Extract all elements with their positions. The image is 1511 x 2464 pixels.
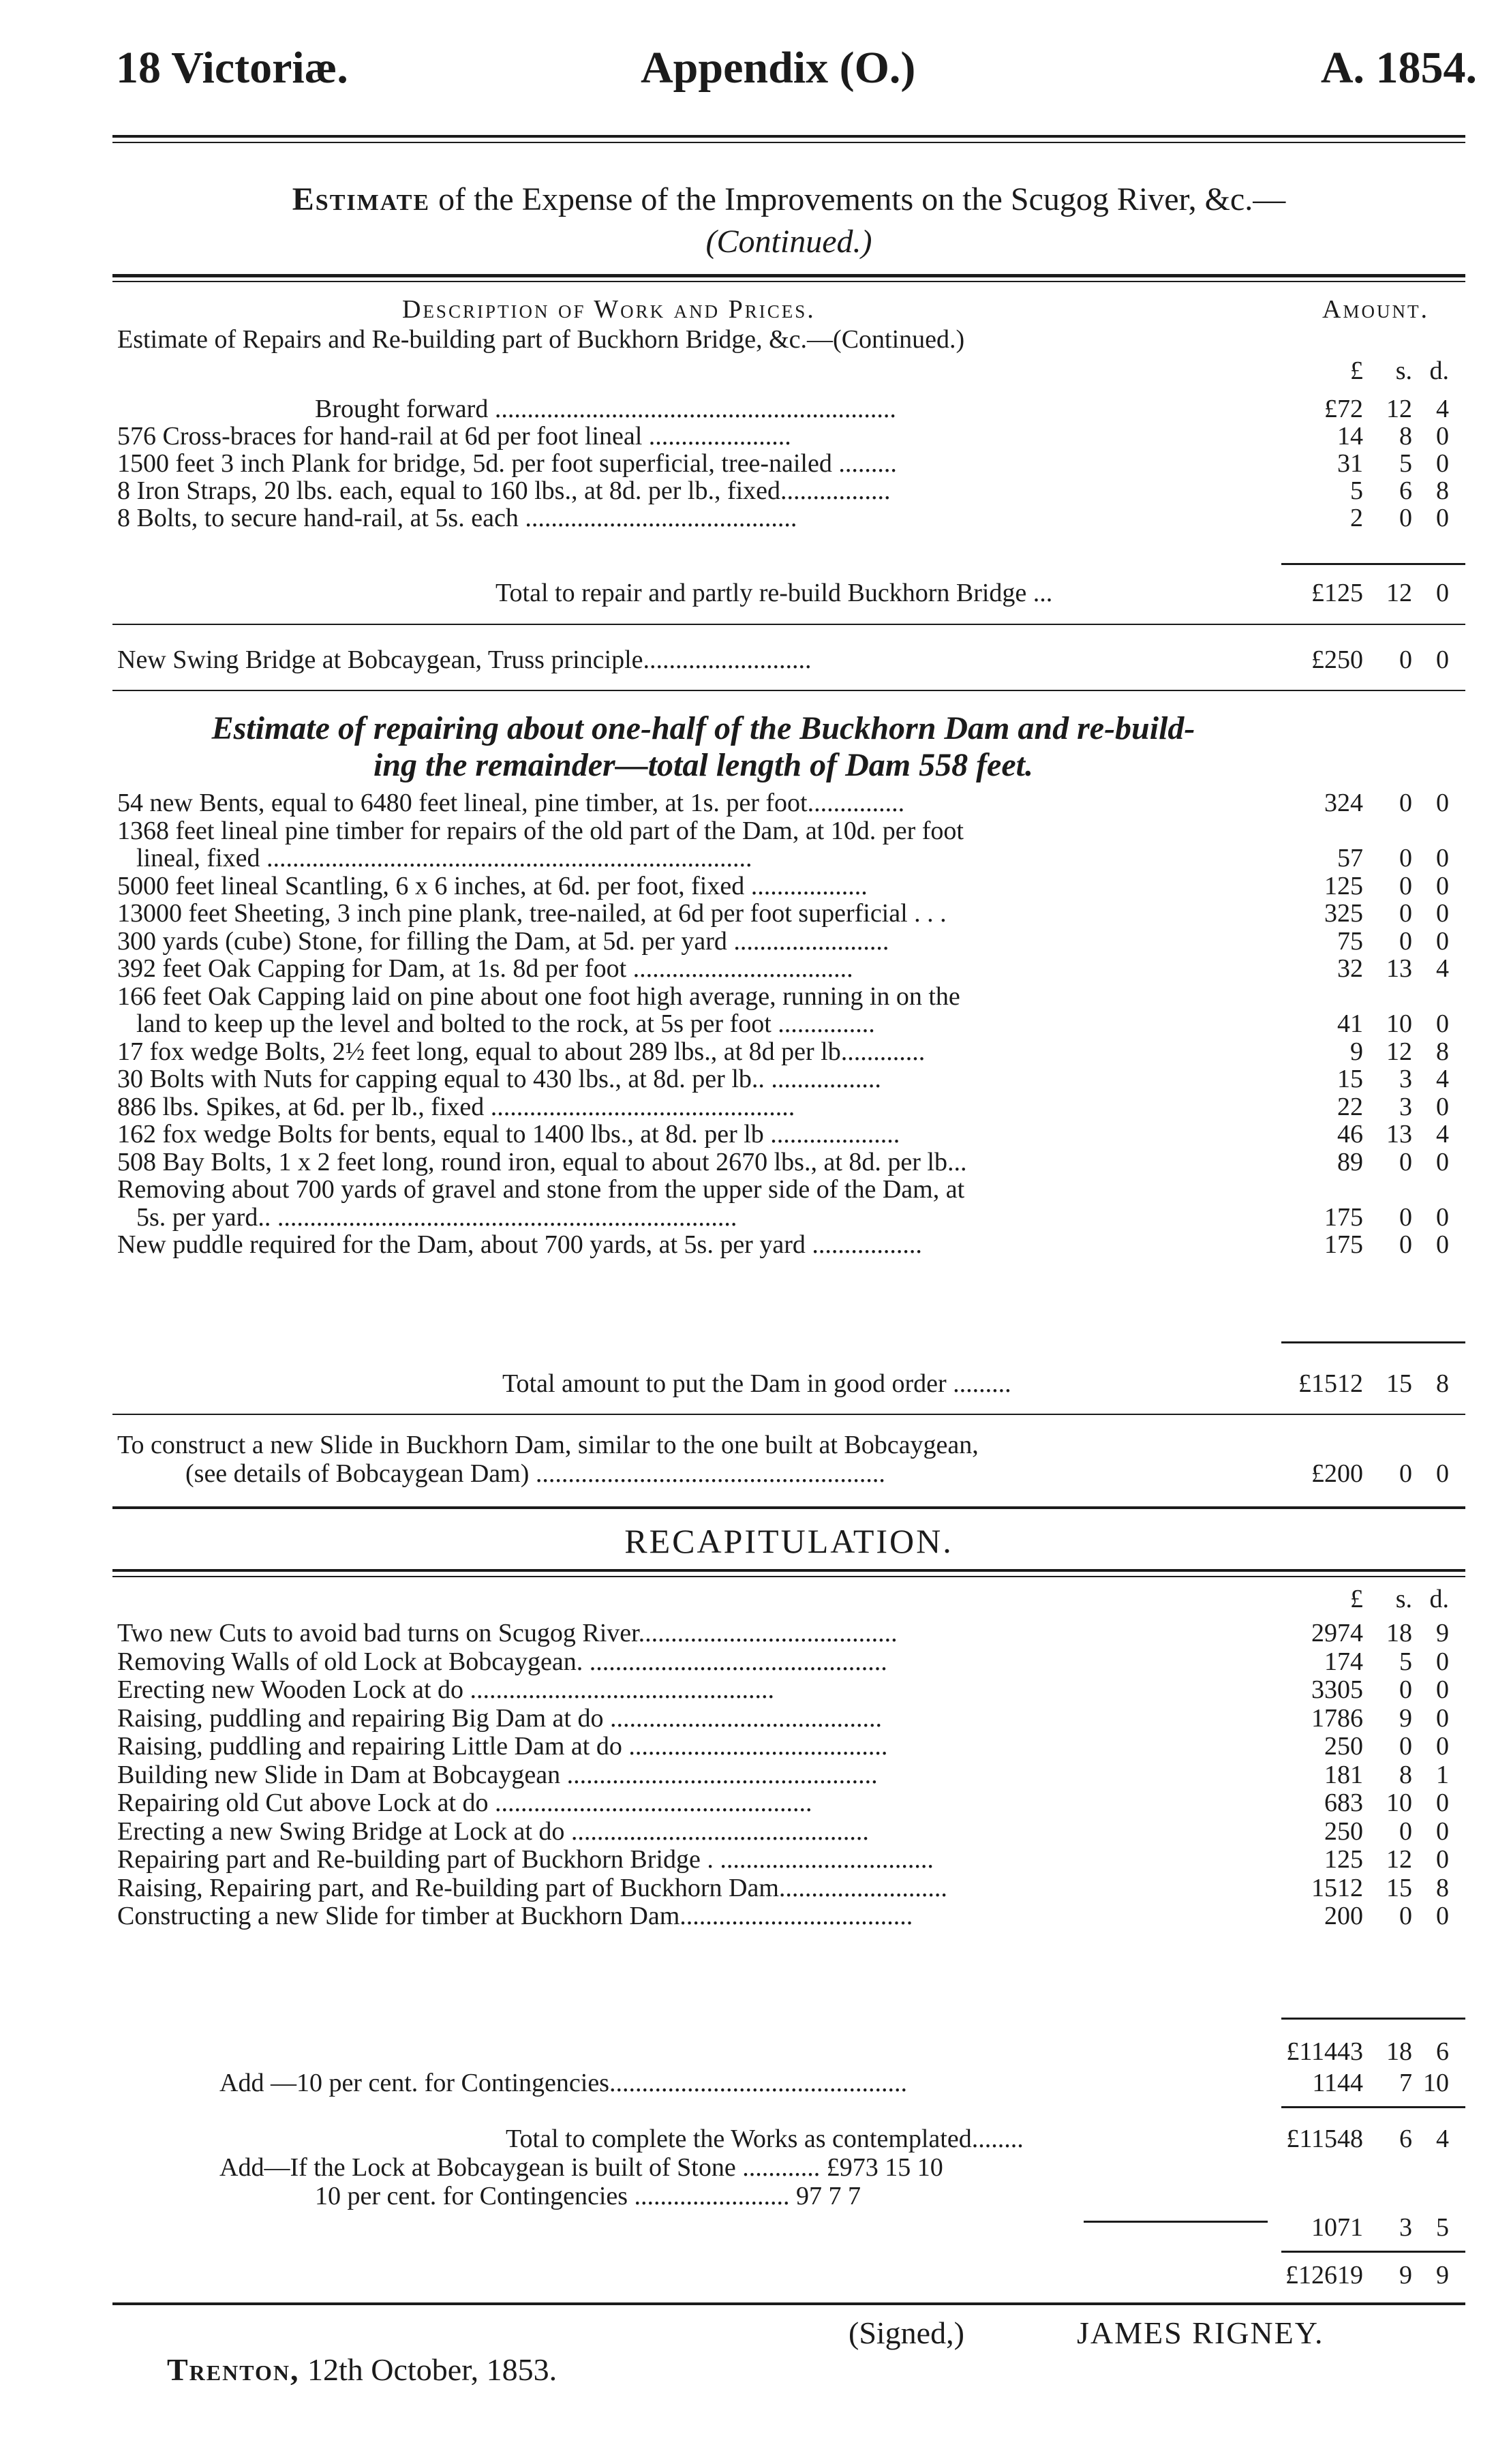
recap-row-pounds: 683 <box>1324 1789 1363 1817</box>
recap-row-shillings: 0 <box>1399 1816 1412 1846</box>
section2-row-pounds: 32 <box>1337 954 1363 983</box>
recap-row-description: Constructing a new Slide for timber at Buckhorn Dam.................................... <box>117 1902 913 1930</box>
section2-row-description: 13000 feet Sheeting, 3 inch pine plank, tree-nailed, at 6d per foot superficial . . . <box>117 899 947 928</box>
page-title <box>112 179 1465 221</box>
section2-row-description: 300 yards (cube) Stone, for filling the Dam, at 5d. per yard ........................ <box>117 926 889 956</box>
section2-row-description: New puddle required for the Dam, about 700 yards, at 5s. per yard ................. <box>117 1230 922 1259</box>
recap-row-pence: 0 <box>1436 1675 1449 1704</box>
header-session: 18 Victoriæ. <box>116 43 348 93</box>
section2-heading-line2: ing the remainder—total length of Dam 558 feet. <box>373 747 1033 783</box>
recap-stone-rule <box>1084 2221 1268 2223</box>
recap-row-pence: 0 <box>1436 1732 1449 1761</box>
title-rule <box>112 274 1465 277</box>
recap-row-description: Building new Slide in Dam at Bobcaygean ................................................ <box>117 1760 878 1789</box>
header-year: A. 1854. <box>1320 43 1477 93</box>
recap-row-description: Raising, puddling and repairing Big Dam at do .......................................... <box>117 1703 882 1733</box>
section2-row-pounds: 175 <box>1324 1230 1363 1259</box>
section1-row-pounds: 5 <box>1350 476 1363 505</box>
section2-row-description: 17 fox wedge Bolts, 2½ feet long, equal to about 289 lbs., at 8d per lb............. <box>117 1037 926 1066</box>
section2-row-pence: 0 <box>1436 844 1449 872</box>
section2-row-description: 5s. per yard.. ....................................................................... <box>136 1202 737 1232</box>
section1-row-description: 1500 feet 3 inch Plank for bridge, 5d. per foot superficial, tree-nailed ......... <box>117 449 897 478</box>
section2-row-shillings: 13 <box>1386 1120 1412 1149</box>
section2-row-shillings: 0 <box>1399 871 1412 900</box>
section2-row-shillings: 0 <box>1399 1230 1412 1259</box>
section2-sum-rule <box>1281 1341 1465 1343</box>
recap-row-pence: 0 <box>1436 1789 1449 1817</box>
recap-row-shillings: 12 <box>1386 1845 1412 1874</box>
section2-row-pounds: 57 <box>1337 844 1363 872</box>
recap-rule-top <box>112 1506 1465 1509</box>
recap-row-pence: 0 <box>1436 1816 1449 1846</box>
section2-row-description: 508 Bay Bolts, 1 x 2 feet long, round iron, equal to about 2670 lbs., at 8d. per lb... <box>117 1147 967 1176</box>
recap-row-pence: 0 <box>1436 1703 1449 1733</box>
recap-title: RECAPITULATION. <box>624 1522 953 1560</box>
recap-row-shillings: 0 <box>1399 1675 1412 1704</box>
section2-row-pence: 4 <box>1436 954 1449 983</box>
recap-rule-thin <box>112 1576 1465 1577</box>
title-rest: of the Expense of the Improvements on the Scugog River, &c.— <box>438 181 1286 217</box>
swing-bridge-divider <box>112 690 1465 691</box>
title-rule-thin <box>112 281 1465 282</box>
section2-row-description: lineal, fixed ........................................................................... <box>136 844 752 872</box>
section2-row-shillings: 0 <box>1399 844 1412 872</box>
section2-row-pence: 0 <box>1436 926 1449 956</box>
recap-row-description: Repairing part and Re-building part of Buckhorn Bridge . ................................. <box>117 1845 934 1874</box>
document-page: 18 Victoriæ. Appendix (O.) A. 1854. Estimate of the Expense of the Improvements on the Scugog River, &c.— (Continued.) Description of Work and Prices. Amount. Estimate of Repairs and Re-building part of Buckhorn Bridge, &c.—(Continued.) £ s. d. Brought forward .............................................................. £72 12 4 576 Cross-braces for hand-rail at 6d per foot lineal ...................... 14 8 0 1500 feet 3 inch Plank for bridge, 5d. per foot superficial, tree-nailed ......... 31 5 0 8 Iron Straps, 20 lbs. each, equal to 160 lbs., at 8d. per lb., fixed................. 5 6 8 8 Bolts, to secure hand-rail, at 5s. each .......................................... 2 0 0 Total to repair and partly re-build Buckhorn Bridge ... £125 12 0 New Swing Bridge at Bobcaygean, Truss principle.......................... £250 0 0 Estimate of repairing about one-half of the Buckhorn Dam and re-build- ing the remainder—total length of Dam 558 feet. 54 new Bents, equal to 6480 feet lineal, pine timber, at 1s. per foot............... 324 0 0 1368 feet lineal pine timber for repairs of the old part of the Dam, at 10d. per foot lineal, fixed ........................................................................... 57 0 0 5000 feet lineal Scantling, 6 x 6 inches, at 6d. per foot, fixed .................. 125 0 0 13000 feet Sheeting, 3 inch pine plank, tree-nailed, at 6d per foot superficial . . . 325 0 0 300 yards (cube) Stone, for filling the Dam, at 5d. per yard ........................ 75 0 0 392 feet Oak Capping for Dam, at 1s. 8d per foot .................................. 32 13 4 166 feet Oak Capping laid on pine about one foot high average, running in on the land to keep up the level and bolted to the rock, at 5s per foot ............... 41 10 0 17 fox wedge Bolts, 2½ feet long, equal to about 289 lbs., at 8d per lb............. 9 12 8 30 Bolts with Nuts for capping equal to 430 lbs., at 8d. per lb.. ................. 15 3 4 886 lbs. Spikes, at 6d. per lb., fixed ............................................... 22 3 0 162 fox wedge Bolts for bents, equal to 1400 lbs., at 8d. per lb .................... 46 13 4 508 Bay Bolts, 1 x 2 feet long, round iron, equal to about 2670 lbs., at 8d. per lb... 89 0 0 Removing about 700 yards of gravel and stone from the upper side of the Dam, at 5s. per yard.. ....................................................................... 175 0 0 New puddle required for the Dam, about 700 yards, at 5s. per yard ................. 175 0 0 Total amount to put the Dam in good order ......... £1512 15 8 To construct a new Slide in Buckhorn Dam, similar to the one built at Bobcaygean, (see details of Bobcaygean Dam) ...................................................... £200 0 0 RECAPITULATION. £ s. d. Two new Cuts to avoid bad turns on Scugog River........................................ 2974 18 9 Removing Walls of old Lock at Bobcaygean. .............................................. 174 5 0 Erecting new Wooden Lock at do ............................................... 3305 0 0 Raising, puddling and repairing Big Dam at do .......................................... 1786 9 0 Raising, puddling and repairing Little Dam at do ........................................ 250 0 0 Building new Slide in Dam at Bobcaygean ................................................ 181 8 1 Repairing old Cut above Lock at do ................................................. 683 10 0 Erecting a new Swing Bridge at Lock at do .............................................. 250 0 0 Repairing part and Re-building part of Buckhorn Bridge . ................................. 125 12 0 Raising, Repairing part, and Re-building part of Buckhorn Dam.......................... 1512 15 8 Constructing a new Slide for timber at Buckhorn Dam.................................... 200 0 0 £11443 18 6 Add —10 per cent. for Contingencies.............................................. 1144 7 10 Total to complete the Works as contemplated........ £11548 6 4 Add—If the Lock at Bobcaygean is built of Stone ............ £973 15 10 10 per cent. for Contingencies ........................ 97 7 7 1071 3 5 £12619 9 9 (Signed,) JAMES RIGNEY. Trenton, 12th October, 1853. <box>0 0 1511 2464</box>
section1-row-shillings: 12 <box>1386 395 1412 423</box>
section2-row-shillings: 13 <box>1386 954 1412 983</box>
section1-row-shillings: 6 <box>1399 476 1412 505</box>
section2-row-shillings: 0 <box>1399 899 1412 928</box>
section1-sum-rule <box>1281 563 1465 565</box>
footer-rule <box>112 2302 1465 2305</box>
recap-row-pounds: 200 <box>1324 1902 1363 1930</box>
section1-row-shillings: 0 <box>1399 504 1412 532</box>
section1-row-pounds: 14 <box>1337 422 1363 451</box>
recap-row-pounds: 1786 <box>1311 1703 1363 1733</box>
section2-row-description: 1368 feet lineal pine timber for repairs of the old part of the Dam, at 10d. per foot <box>117 816 964 845</box>
section2-heading-line1: Estimate of repairing about one-half of the Buckhorn Dam and re-build- <box>211 710 1195 746</box>
recap-row-description: Erecting new Wooden Lock at do ............................................... <box>117 1675 775 1704</box>
running-header <box>116 42 1477 104</box>
recap-row-pounds: 3305 <box>1311 1675 1363 1704</box>
recap-row-pounds: 250 <box>1324 1732 1363 1761</box>
section2-row-pounds: 75 <box>1337 926 1363 956</box>
section2-row-pounds: 15 <box>1337 1065 1363 1093</box>
recap-row-pence: 9 <box>1436 1619 1449 1647</box>
section2-row-pence: 4 <box>1436 1120 1449 1149</box>
recap-row-shillings: 5 <box>1399 1647 1412 1676</box>
recap-row-description: Raising, Repairing part, and Re-building part of Buckhorn Dam.......................... <box>117 1873 947 1902</box>
recap-row-shillings: 15 <box>1386 1873 1412 1902</box>
section2-row-description: Removing about 700 yards of gravel and stone from the upper side of the Dam, at <box>117 1175 965 1204</box>
section2-row-pence: 0 <box>1436 1230 1449 1259</box>
title-lead: Estimate <box>292 181 431 217</box>
section2-row-pence: 0 <box>1436 1147 1449 1176</box>
section2-row-description: 30 Bolts with Nuts for capping equal to 430 lbs., at 8d. per lb.. ................. <box>117 1065 881 1093</box>
section2-divider <box>112 1414 1465 1415</box>
recap-row-shillings: 10 <box>1386 1789 1412 1817</box>
recap-row-pence: 1 <box>1436 1760 1449 1789</box>
section2-row-pounds: 325 <box>1324 899 1363 928</box>
recap-row-shillings: 8 <box>1399 1760 1412 1789</box>
section2-row-description: 54 new Bents, equal to 6480 feet lineal, pine timber, at 1s. per foot............... <box>117 789 905 817</box>
section2-row-pounds: 89 <box>1337 1147 1363 1176</box>
section2-row-shillings: 0 <box>1399 1147 1412 1176</box>
column-amount: Amount. <box>1322 295 1429 324</box>
section1-row-pounds: 2 <box>1350 504 1363 532</box>
place-date <box>167 2352 557 2388</box>
recap-row-pounds: 2974 <box>1311 1619 1363 1647</box>
section2-row-shillings: 3 <box>1399 1065 1412 1093</box>
recap-row-description: Removing Walls of old Lock at Bobcaygean. .............................................. <box>117 1647 887 1676</box>
section2-row-pounds: 125 <box>1324 871 1363 900</box>
section2-row-pence: 4 <box>1436 1065 1449 1093</box>
recap-row-description: Raising, puddling and repairing Little Dam at do ........................................ <box>117 1732 888 1761</box>
section2-row-pounds: 324 <box>1324 789 1363 817</box>
section1-row-description: 8 Bolts, to secure hand-rail, at 5s. each .......................................... <box>117 504 797 532</box>
section1-row-description: Brought forward .............................................................. <box>315 395 896 423</box>
recap-grand-rule <box>1281 2251 1465 2253</box>
recap-row-description: Erecting a new Swing Bridge at Lock at do .............................................. <box>117 1816 869 1846</box>
section2-row-shillings: 12 <box>1386 1037 1412 1066</box>
recap-row-pounds: 181 <box>1324 1760 1363 1789</box>
section2-row-pounds: 9 <box>1350 1037 1363 1066</box>
recap-row-shillings: 9 <box>1399 1703 1412 1733</box>
section2-row-pence: 0 <box>1436 871 1449 900</box>
signatory-name: JAMES RIGNEY. <box>1077 2315 1324 2350</box>
recap-row-pounds: 174 <box>1324 1647 1363 1676</box>
section2-row-pounds: 22 <box>1337 1092 1363 1121</box>
recap-row-pence: 8 <box>1436 1873 1449 1902</box>
recap-row-pence: 0 <box>1436 1647 1449 1676</box>
section2-row-pounds: 41 <box>1337 1009 1363 1038</box>
recap-sum-rule <box>1281 2018 1465 2020</box>
section2-row-description: land to keep up the level and bolted to the rock, at 5s per foot ............... <box>136 1009 875 1038</box>
section2-row-pounds: 46 <box>1337 1120 1363 1149</box>
header-rule <box>112 135 1465 138</box>
section1-row-pence: 0 <box>1436 422 1449 451</box>
section2-row-shillings: 3 <box>1399 1092 1412 1121</box>
section2-row-shillings: 0 <box>1399 789 1412 817</box>
title-continued: (Continued.) <box>705 224 872 260</box>
section1-row-pence: 0 <box>1436 504 1449 532</box>
recap-row-description: Repairing old Cut above Lock at do ................................................. <box>117 1789 812 1817</box>
section2-row-pounds: 175 <box>1324 1202 1363 1232</box>
recap-rule <box>112 1569 1465 1572</box>
recap-row-description: Two new Cuts to avoid bad turns on Scugog River........................................ <box>117 1619 898 1647</box>
section2-row-pence: 8 <box>1436 1037 1449 1066</box>
section2-row-description: 886 lbs. Spikes, at 6d. per lb., fixed ............................................... <box>117 1092 795 1121</box>
section1-row-pence: 8 <box>1436 476 1449 505</box>
section1-row-pence: 0 <box>1436 449 1449 478</box>
section2-row-pence: 0 <box>1436 789 1449 817</box>
recap-complete-rule <box>1281 2106 1465 2108</box>
title-subtitle <box>112 221 1465 263</box>
section2-row-shillings: 10 <box>1386 1009 1412 1038</box>
recap-row-pounds: 125 <box>1324 1845 1363 1874</box>
section1-row-description: 576 Cross-braces for hand-rail at 6d per foot lineal ...................... <box>117 422 791 451</box>
recap-row-shillings: 0 <box>1399 1902 1412 1930</box>
section2-row-pence: 0 <box>1436 1202 1449 1232</box>
section2-row-description: 162 fox wedge Bolts for bents, equal to 1400 lbs., at 8d. per lb .................... <box>117 1120 900 1149</box>
section1-row-shillings: 5 <box>1399 449 1412 478</box>
section2-row-pence: 0 <box>1436 1092 1449 1121</box>
recap-row-pence: 0 <box>1436 1845 1449 1874</box>
section1-row-pence: 4 <box>1436 395 1449 423</box>
section2-row-shillings: 0 <box>1399 1202 1412 1232</box>
recap-row-pounds: 250 <box>1324 1816 1363 1846</box>
section1-row-pounds: £72 <box>1324 395 1363 423</box>
place-date-text: 12th October, 1853. <box>307 2352 558 2387</box>
section2-row-description: 166 feet Oak Capping laid on pine about one foot high average, running in on the <box>117 982 960 1011</box>
place-town: Trenton, <box>167 2352 300 2387</box>
section2-row-pence: 0 <box>1436 1009 1449 1038</box>
header-appendix: Appendix (O.) <box>641 43 916 93</box>
section2-row-pence: 0 <box>1436 899 1449 928</box>
section1-row-description: 8 Iron Straps, 20 lbs. each, equal to 160 lbs., at 8d. per lb., fixed................. <box>117 476 891 505</box>
recap-row-pence: 0 <box>1436 1902 1449 1930</box>
recap-row-shillings: 18 <box>1386 1619 1412 1647</box>
header-rule-thin <box>112 142 1465 143</box>
column-description: Description of Work and Prices. <box>402 295 816 324</box>
section1-row-shillings: 8 <box>1399 422 1412 451</box>
section2-row-shillings: 0 <box>1399 926 1412 956</box>
recap-row-pounds: 1512 <box>1311 1873 1363 1902</box>
section1-divider <box>112 624 1465 625</box>
section2-row-description: 5000 feet lineal Scantling, 6 x 6 inches, at 6d. per foot, fixed .................. <box>117 871 868 900</box>
section1-row-pounds: 31 <box>1337 449 1363 478</box>
section2-row-description: 392 feet Oak Capping for Dam, at 1s. 8d per foot .................................. <box>117 954 853 983</box>
signed-label: (Signed,) <box>849 2315 964 2350</box>
recap-row-shillings: 0 <box>1399 1732 1412 1761</box>
